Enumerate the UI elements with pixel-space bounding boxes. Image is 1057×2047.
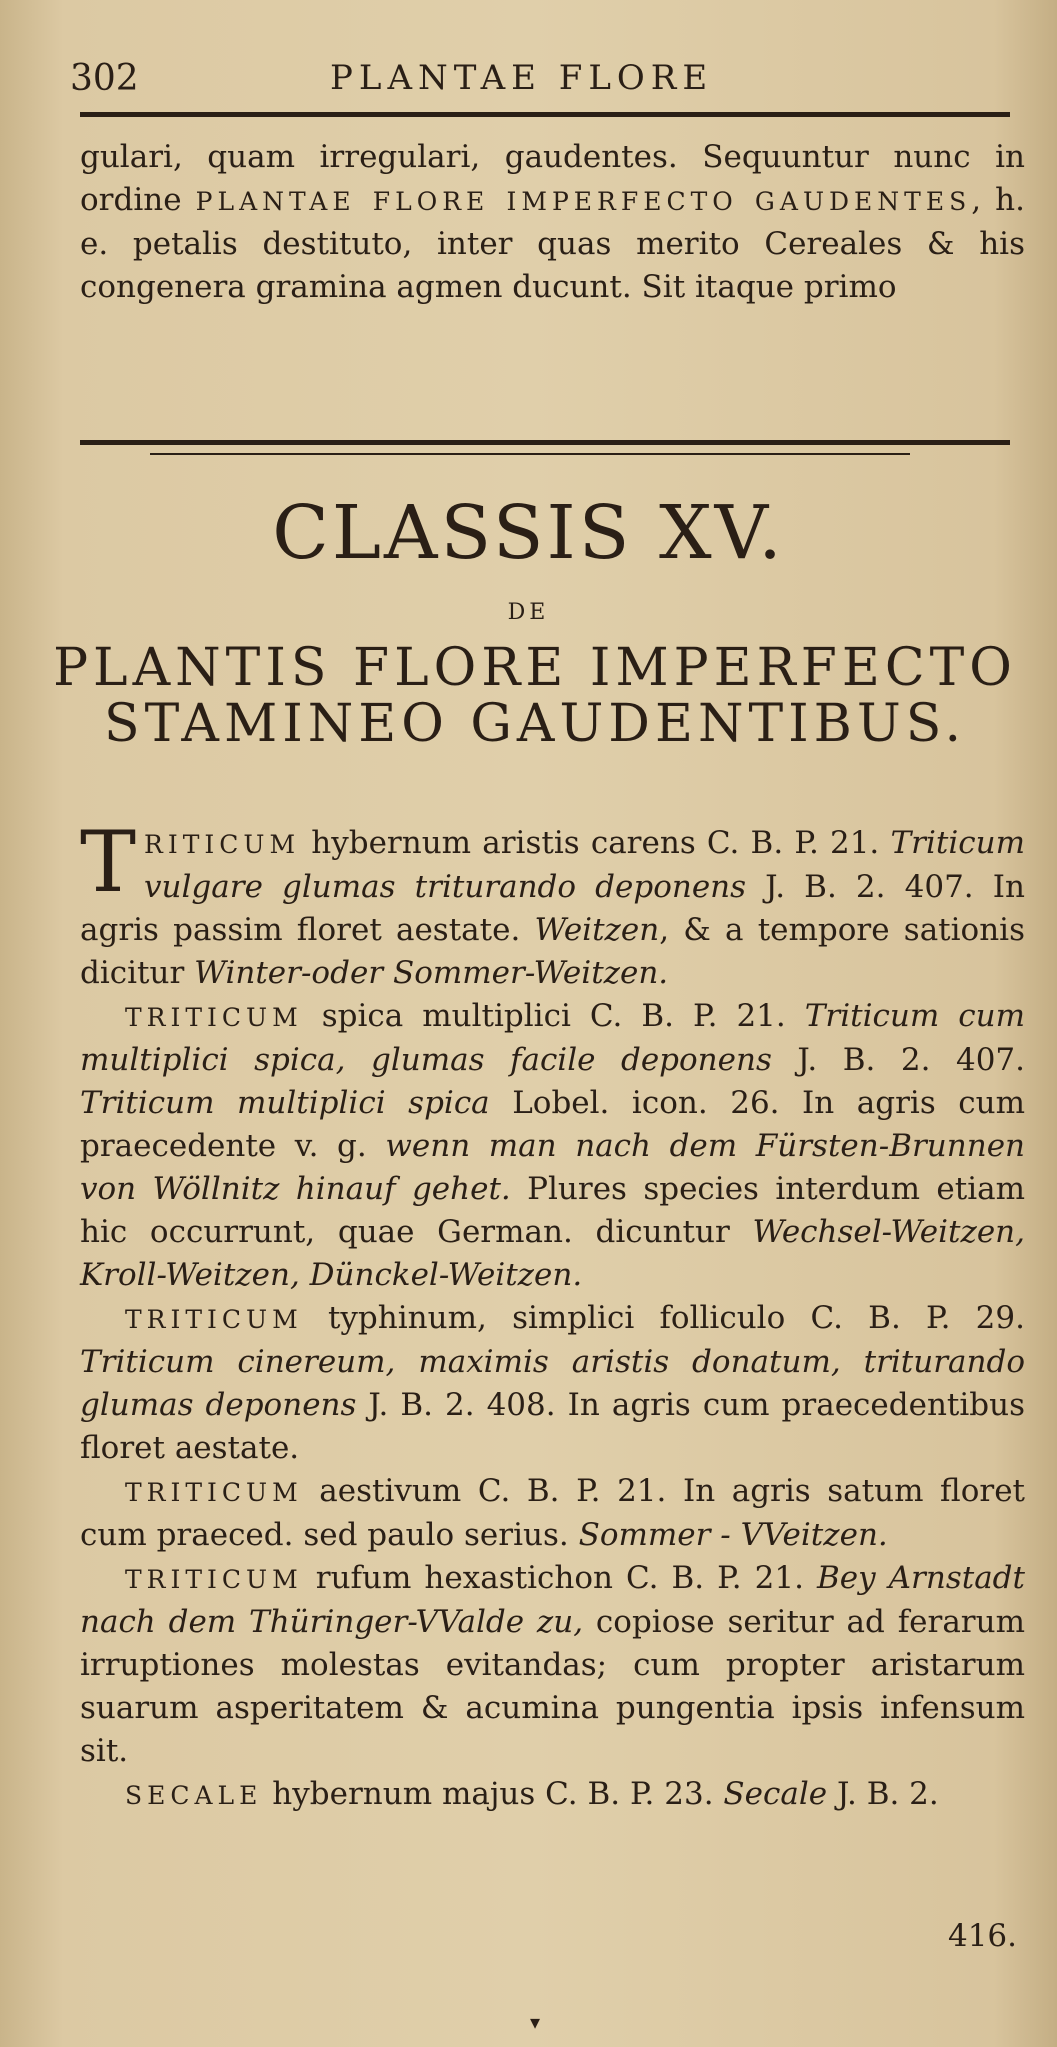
entry-italic-text: Weitzen <box>534 912 660 948</box>
running-head: PLANTAE FLORE <box>330 58 714 98</box>
intro-text-1: gulari, quam irregulari, gaudentes. Sequuntur nunc in ordine <box>80 139 1025 218</box>
entry-text: J. B. 2. <box>827 1776 939 1812</box>
entry-text: spica multiplici C. B. P. 21. <box>302 998 805 1034</box>
intro-text-2: , h. e. petalis destituto, inter quas merito Cereales & his congenera gramina agmen ducunt. Sit itaque primo <box>80 182 1025 305</box>
entry-text: J. B. 2. 408. In agris cum praecedentibus floret aestate. <box>80 1387 1026 1466</box>
class-title: CLASSIS XV. <box>272 490 785 576</box>
entry-genus-name: TRITICUM <box>125 1305 303 1334</box>
entry-paragraph <box>80 813 1025 995</box>
section-rule-thin <box>150 453 910 455</box>
entry-text: hybernum aristis carens C. B. P. 21. <box>300 825 891 861</box>
entry-italic-text: wenn man nach dem Fürsten-Brunnen von Wöllnitz hinauf gehet. <box>80 1128 1025 1207</box>
entry-italic-text: Winter-oder Sommer-Weitzen. <box>194 955 669 991</box>
entry-genus-name: TRITICUM <box>125 1478 303 1507</box>
drop-cap: T <box>80 813 137 911</box>
catchword: 416. <box>947 1918 1017 1954</box>
entry-text: , & a tempore sationis dicitur <box>80 912 1025 991</box>
entry-italic-text: Wechsel-Weitzen, Kroll-Weitzen, Dünckel-Weitzen. <box>80 1214 1025 1293</box>
entry-text: J. B. 2. 407. <box>771 1042 1026 1078</box>
intro-smallcaps: PLANTAE FLORE IMPERFECTO GAUDENTES <box>195 187 972 216</box>
entry-text: hybernum majus C. B. P. 23. <box>262 1776 724 1812</box>
entry-text: Lobel. icon. 26. In agris cum praecedente v. g. <box>80 1085 1025 1164</box>
entry-genus-name: TRITICUM <box>125 1003 303 1032</box>
entry-italic-text: Secale <box>723 1776 828 1812</box>
entry-italic-text: Triticum vulgare glumas triturando deponens <box>144 825 1025 905</box>
entry-genus-name: TRITICUM <box>125 1565 303 1594</box>
entry-paragraph <box>80 995 1025 1297</box>
entry-italic-text: Sommer - VVeitzen. <box>578 1517 888 1553</box>
entry-paragraph <box>80 1557 1025 1773</box>
intro-paragraph <box>80 136 1025 309</box>
entries-body <box>80 813 1026 1817</box>
page-number: 302 <box>70 58 139 99</box>
page-header <box>70 58 1017 98</box>
entry-text: Plures species interdum etiam hic occurrunt, quae German. dicuntur <box>80 1171 1025 1250</box>
entry-text: typhinum, simplici folliculo C. B. P. 29. <box>302 1300 1025 1336</box>
entry-paragraph <box>80 1470 1025 1557</box>
entry-paragraph <box>80 1297 1025 1470</box>
entry-italic-text: Bey Arnstadt nach dem Thüringer-VValde zu, <box>80 1560 1025 1640</box>
entry-text: aestivum C. B. P. 21. In agris satum floret cum praeced. sed paulo serius. <box>80 1473 1025 1553</box>
entry-text: copiose seritur ad ferarum irruptiones molestas evitandas; cum propter aristarum suarum asperitatem & acumina pungentia ipsis infensum sit. <box>80 1604 1025 1769</box>
entry-italic-text: Triticum cinereum, maximis aristis donatum, triturando glumas deponens <box>80 1344 1025 1423</box>
signature-mark: ▾ <box>530 2010 541 2034</box>
entry-paragraph <box>80 1773 1025 1817</box>
entry-text: rufum hexastichon C. B. P. 21. <box>302 1560 817 1596</box>
entry-italic-text: Triticum multiplici spica <box>80 1085 490 1121</box>
entry-text: J. B. 2. 407. In agris passim floret aestate. <box>80 869 1025 948</box>
entry-genus-name: RITICUM <box>144 830 301 859</box>
entry-genus-name: SECALE <box>125 1781 263 1810</box>
header-rule <box>80 112 1010 117</box>
entry-italic-text: Triticum cum multiplici spica, glumas facile deponens <box>80 998 1025 1078</box>
class-subtitle: PLANTIS FLORE IMPERFECTO STAMINEO GAUDENTIBUS. <box>53 638 1017 754</box>
class-de: DE <box>507 600 550 625</box>
section-rule <box>80 440 1010 445</box>
